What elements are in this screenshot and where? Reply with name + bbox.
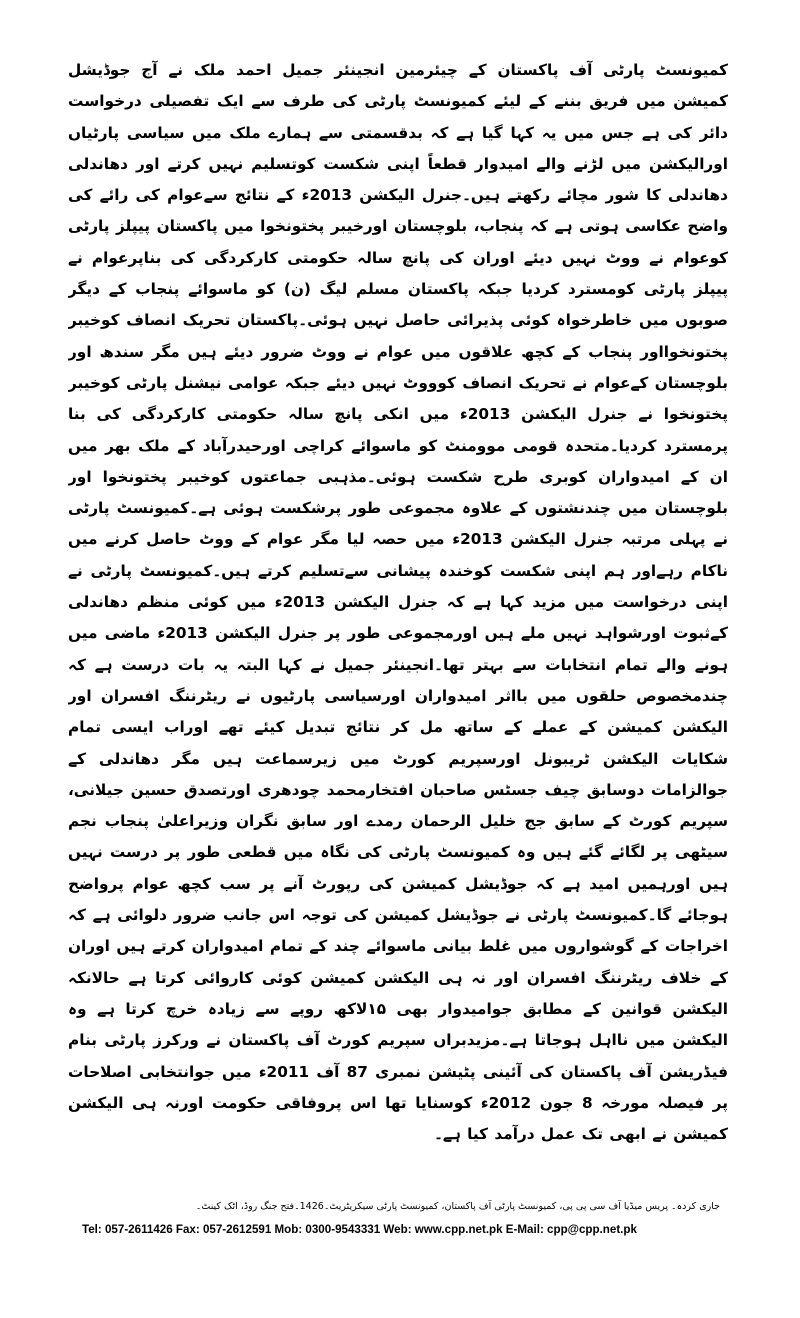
- issuer-line: جاری کردہ۔ پریس میڈیا آف سی پی پی، کمیونسٹ پارٹی آف پاکستان، کمیونسٹ پارٹی سیکریٹریٹ۔1426۔فتح جنگ روڈ، اٹک کینٹ۔: [195, 1201, 720, 1212]
- contact-footer: Tel: 057-2611426 Fax: 057-2612591 Mob: 0300-9543331 Web: www.cpp.net.pk E-Mail: cpp@cpp.net.pk: [82, 1223, 637, 1236]
- press-release-body: کمیونسٹ پارٹی آف پاکستان کے چیئرمین انجینئر جمیل احمد ملک نے آج جوڈیشل کمیشن میں فریق بننے کے لیئے کمیونسٹ پارٹی کی طرف سے ایک تفصیلی درخواست دائر کی ہے جس میں یہ کہا گیا ہے کہ بدقسمتی سے ہمارے ملک میں سیاسی پارٹیاں اورالیکشن میں لڑنے والے امیدوار قطعاً اپنی شکست کوتسلیم نہیں کرتے اور دھاندلی دھاندلی کا شور مچائے رکھتے ہیں۔جنرل الیکشن 2013ء کے نتائج سےعوام کی رائے کی واضح عکاسی ہوتی ہے کہ پنجاب، بلوچستان اورخیبر پختونخوا میں پاکستان پیپلز پارٹی کوعوام نے ووٹ نہیں دیئے اوران کی پانچ سالہ حکومتی کارکردگی کی بناپرعوام نے پیپلز پارٹی کومسترد کردیا جبکہ پاکستان مسلم لیگ (ن) کو ماسوائے پنجاب کے دیگر صوبوں میں خاطرخواہ کوئی پذیرائی حاصل نہیں ہوئی۔پاکستان تحریک انصاف کوخیبر پختونخوااور پنجاب کے کچھ علاقوں میں عوام نے ووٹ ضرور دیئے ہیں مگر سندھ اور بلوچستان کےعوام نے تحریک انصاف کوووٹ نہیں دیئے جبکہ عوامی نیشنل پارٹی کوخیبر پختونخوا نے جنرل الیکشن 2013ء میں انکی پانچ سالہ حکومتی کارکردگی کی بنا پرمسترد کردیا۔متحدہ قومی موومنٹ کو ماسوائے کراچی اورحیدرآباد کے ملک بھر میں ان کے امیدواران کوبری طرح شکست ہوئی۔مذہبی جماعتوں کوخیبر پختونخوا اور بلوچستان میں چندنشتوں کے علاوہ مجموعی طور پرشکست ہوئی ہے۔کمیونسٹ پارٹی نے پہلی مرتبہ جنرل الیکشن 2013ء میں حصہ لیا مگر عوام کے ووٹ حاصل کرنے میں ناکام رہےاور ہم اپنی شکست کوخندہ پیشانی سےتسلیم کرتے ہیں۔کمیونسٹ پارٹی نے اپنی درخواست میں مزید کہا ہے کہ جنرل الیکشن 2013ء میں کوئی منظم دھاندلی کےثبوت اورشواہد نہیں ملے ہیں اورمجموعی طور پر جنرل الیکشن 2013ء ماضی میں ہونے والے تمام انتخابات سے بہتر تھا۔انجینئر جمیل نے کہا البتہ یہ بات درست ہے کہ چندمخصوص حلقوں میں بااثر امیدواران اورسیاسی پارٹیوں نے ریٹرننگ افسران اور الیکشن کمیشن کے عملے کے ساتھ مل کر نتائج تبدیل کیئے تھے اوراب ایسی تمام شکایات الیکشن ٹریبونل اورسپریم کورٹ میں زیرسماعت ہیں مگر دھاندلی کے جوالزامات دوسابق چیف جسٹس صاحبان افتخارمحمد چودھری اورتصدق حسین جیلانی، سپریم کورٹ کے سابق جج خلیل الرحمان رمدے اور سابق نگران وزیراعلیٰ پنجاب نجم سیٹھی پر لگائے گئے ہیں وہ کمیونسٹ پارٹی کی نگاہ میں قطعی طور پر درست نہیں ہیں اورہمیں امید ہے کہ جوڈیشل کمیشن کی رپورٹ آنے پر سب کچھ عوام پرواضح ہوجائے گا۔کمیونسٹ پارٹی نے جوڈیشل کمیشن کی توجہ اس جانب ضرور دلوائی ہے کہ اخراجات کے گوشواروں میں غلط بیانی ماسوائے چند کے تمام امیدواران کرتے ہیں اوران کے خلاف ریٹرننگ افسران اور نہ ہی الیکشن کمیشن کوئی کاروائی کرتا ہے حالانکہ الیکشن قوانین کے مطابق جوامیدوار بھی ۱۵لاکھ روپے سے زیادہ خرچ کرتا ہے وہ الیکشن میں نااہل ہوجاتا ہے۔مزیدبراں سپریم کورٹ آف پاکستان نے ورکرز پارٹی بنام فیڈریشن آف پاکستان کی آئینی پٹیشن نمبری 87 آف 2011ء میں جوانتخابی اصلاحات پر فیصلہ مورخہ 8 جون 2012ء کوسنایا تھا اس پروفاقی حکومت اورنہ ہی الیکشن کمیشن نے ابھی تک عمل درآمد کیا ہے۔: [68, 61, 728, 1144]
